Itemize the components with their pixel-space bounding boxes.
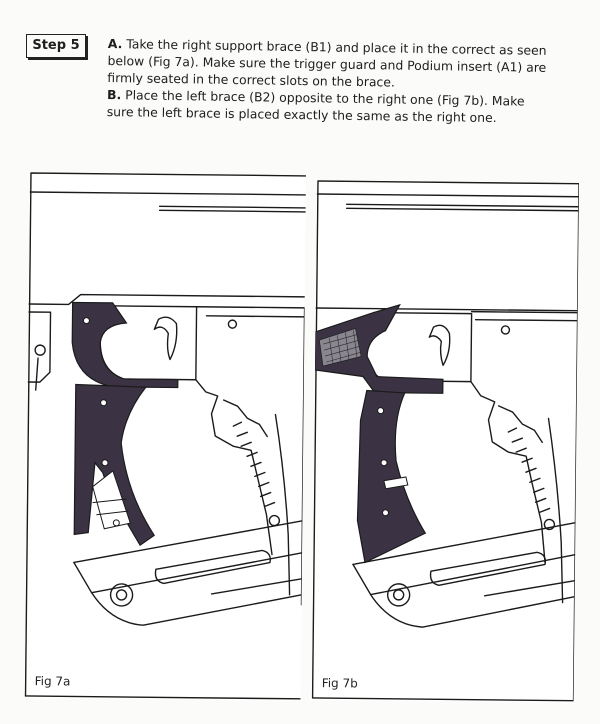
instruction-a [107, 35, 548, 93]
figure-7a-illustration [24, 172, 305, 701]
instruction-a-marker: A. [107, 35, 123, 52]
instruction-b-text: Place the left brace (B2) opposite to the right one (Fig 7b). Make sure the left brace is placed exactly the same as the right one. [106, 87, 525, 126]
figure-7b-caption: Fig 7b [321, 676, 358, 691]
instruction-b [107, 86, 547, 127]
figure-7b [312, 180, 579, 703]
instruction-b-marker: B. [106, 86, 122, 103]
step-badge: Step 5 [26, 34, 86, 58]
figure-7b-illustration [312, 180, 579, 703]
instruction-a-text: Take the right support brace (B1) and place it in the correct as seen below (Fig 7a). Make sure the trigger guard and Podium insert (A1) are firmly seated in the correct slots on the brace. [107, 36, 547, 90]
figure-7a [24, 172, 305, 701]
figure-7a-caption: Fig 7a [34, 674, 71, 689]
instructions [107, 35, 548, 127]
